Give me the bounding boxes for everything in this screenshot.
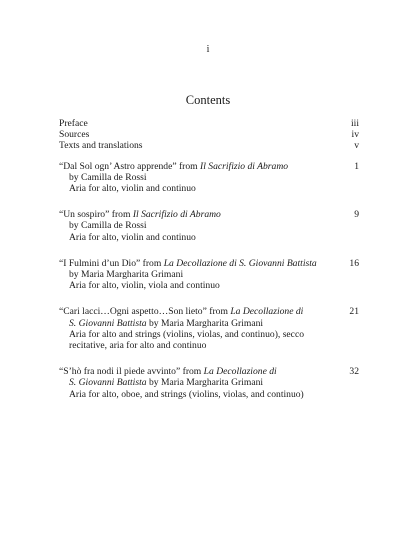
toc-entry-piece-3: [59, 258, 359, 292]
piece-incipit: “S’hò fra nodi il piede avvinto” from: [59, 366, 204, 378]
piece-composer: by Maria Margharita Grimani: [69, 268, 184, 280]
entry-page: 16: [349, 257, 359, 269]
piece-description: Aria for alto, violin and continuo: [69, 182, 196, 194]
piece-incipit: “I Fulmini d’un Dio” from: [59, 257, 164, 269]
piece-composer: by Maria Margharita Grimani: [146, 317, 264, 329]
entry-page: v: [354, 140, 359, 152]
piece-work: Il Sacrifizio di Abramo: [132, 209, 221, 221]
entry-page: 21: [349, 306, 359, 318]
piece-composer: by Maria Margharita Grimani: [146, 377, 264, 389]
piece-work: Il Sacrifizio di Abramo: [200, 160, 289, 172]
entry-page: iii: [351, 118, 359, 129]
piece-work-cont: S. Giovanni Battista: [69, 377, 147, 389]
entry-label: Preface: [59, 118, 88, 129]
entry-page: 1: [354, 160, 359, 172]
piece-description-cont: recitative, aria for alto and continuo: [69, 340, 207, 351]
entry-page: iv: [351, 129, 359, 141]
piece-work: La Decollazione di: [203, 366, 277, 378]
page-number: i: [206, 44, 210, 55]
entry-label: Sources: [59, 129, 90, 141]
front-matter: [59, 118, 359, 152]
toc-entry-preface: [59, 118, 359, 129]
piece-work: La Decollazione di: [230, 306, 304, 318]
entry-page: 9: [354, 209, 359, 221]
toc-entry-piece-1: [59, 161, 359, 195]
piece-description: Aria for alto and strings (violins, violas, and continuo), secco: [69, 328, 304, 340]
table-of-contents: [59, 118, 359, 400]
piece-description: Aria for alto, violin and continuo: [69, 231, 196, 243]
toc-entry-piece-4: [59, 306, 359, 351]
toc-entry-piece-2: [59, 209, 359, 243]
piece-composer: by Camilla de Rossi: [69, 220, 147, 232]
piece-composer: by Camilla de Rossi: [69, 171, 147, 183]
entry-label: Texts and translations: [59, 140, 143, 152]
piece-incipit: “Dal Sol ogn’ Astro apprende” from: [59, 160, 201, 172]
toc-entry-piece-5: [59, 366, 359, 400]
toc-entry-texts: [59, 140, 359, 151]
contents-title: Contents: [185, 93, 231, 107]
piece-work-cont: S. Giovanni Battista: [69, 317, 147, 329]
piece-description: Aria for alto, violin, viola and continuo: [69, 280, 220, 292]
piece-incipit: “Cari lacci…Ogni aspetto…Son lieto” from: [59, 306, 231, 318]
piece-incipit: “Un sospiro” from: [59, 209, 133, 221]
piece-work: La Decollazione di S. Giovanni Battista: [163, 257, 317, 269]
toc-entry-sources: [59, 129, 359, 140]
entry-page: 32: [349, 366, 359, 378]
piece-description: Aria for alto, oboe, and strings (violins, violas, and continuo): [69, 388, 304, 400]
